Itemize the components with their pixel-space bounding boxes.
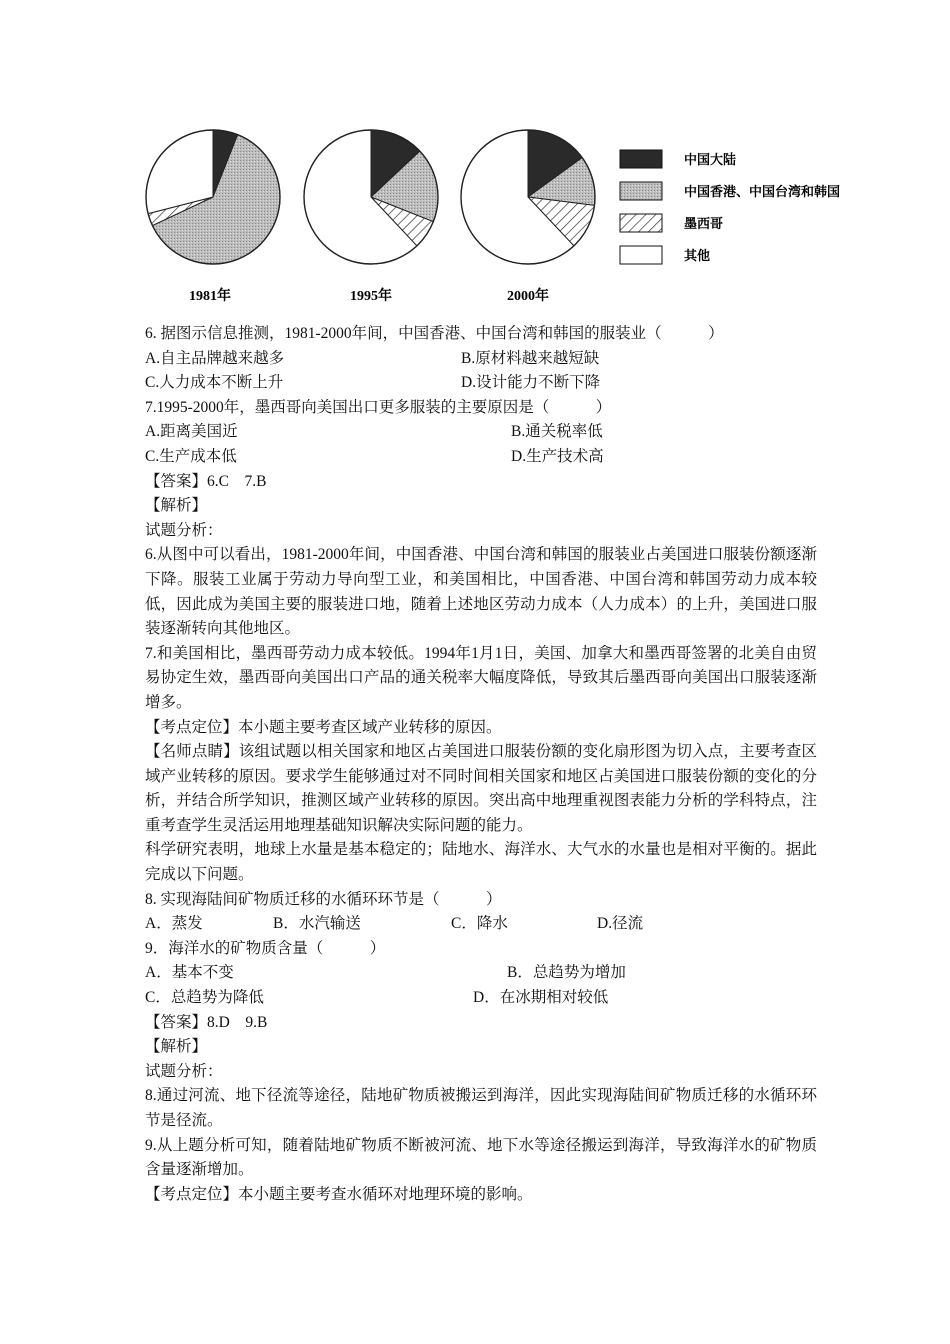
q6-options-row2 — [145, 371, 817, 396]
q9-option-d: D．在冰期相对较低 — [473, 989, 609, 1007]
q6-option-a: A.自主品牌越来越多 — [145, 349, 285, 367]
q6-option-b: B.原材料越来越短缺 — [461, 349, 600, 367]
explanation-8: 8.通过河流、地下径流等途径，陆地矿物质被搬运到海洋，因此实现海陆间矿物质迁移的水循环环节是径流。 — [145, 1087, 817, 1129]
q9-option-a: A．基本不变 — [145, 964, 234, 982]
q8-options-row — [145, 912, 817, 937]
explanation-9: 9.从上题分析可知，随着陆地矿物质不断被河流、地下水等途径搬运到海洋，导致海洋水的矿物质含量逐渐增加。 — [145, 1136, 817, 1179]
q9-options-row1 — [145, 961, 817, 986]
q9-options-row2 — [145, 986, 817, 1011]
q9-option-b: B．总趋势为增加 — [507, 964, 626, 982]
legend-label-hatch: 墨西哥 — [684, 217, 724, 232]
q7-option-a: A.距离美国近 — [145, 423, 238, 441]
q7-options-row2 — [145, 445, 817, 470]
pie-group — [146, 130, 595, 264]
legend-label-white: 其他 — [684, 249, 711, 264]
year-label-1981: 1981年 — [189, 289, 231, 304]
q6-options-row1 — [145, 347, 817, 372]
kaodian-2: 【考点定位】本小题主要考查水循环对地理环境的影响。 — [145, 1185, 533, 1203]
kaodian-1: 【考点定位】本小题主要考查区域产业转移的原因。 — [145, 718, 502, 736]
q8-stem: 8. 实现海陆间矿物质迁移的水循环环节是（ ） — [145, 890, 502, 908]
answer-6-7: 【答案】6.C 7.B — [145, 472, 267, 490]
analysis-label-1: 试题分析： — [145, 521, 223, 539]
explanation-6: 6.从图中可以看出，1981-2000年间，中国香港、中国台湾和韩国的服装业占美国进口服装份额逐渐下降。服装工业属于劳动力导向型工业，和美国相比，中国香港、中国台湾和韩国劳动力成本较低，因此成为美国主要的服装进口地，随着上述地区劳动力成本（人力成本）的上升，美国进口服装逐渐转向其他地区。 — [145, 546, 817, 638]
year-label-1995: 1995年 — [350, 289, 392, 304]
q7-option-c: C.生产成本低 — [145, 447, 237, 465]
q6-stem: 6. 据图示信息推测，1981-2000年间，中国香港、中国台湾和韩国的服装业（ ） — [145, 325, 724, 342]
legend-swatch-gray — [620, 182, 662, 200]
q7-stem: 7.1995-2000年，墨西哥向美国出口更多服装的主要原因是（ ） — [145, 398, 612, 416]
legend-label-dark: 中国大陆 — [684, 153, 737, 168]
mingshi-dianjing: 【名师点睛】该组试题以相关国家和地区占美国进口服装份额的变化扇形图为切入点，主要考查区域产业转移的原因。要求学生能够通过对不同时间相关国家和地区占美国进口服装份额的变化的分析，并结合所学知识，推测区域产业转移的原因。突出高中地理重视图表能力分析的学科特点，注重考查学生灵活运用地理基础知识解决实际问题的能力。 — [145, 743, 817, 834]
q7-options-row1 — [145, 420, 817, 445]
q6-option-c: C.人力成本不断上升 — [145, 374, 284, 392]
legend-swatch-hatch — [620, 214, 662, 232]
pie-chart-figure — [138, 118, 878, 313]
water-intro: 科学研究表明，地球上水量是基本稳定的；陆地水、海洋水、大气水的水量也是相对平衡的。据此完成以下问题。 — [145, 841, 817, 884]
analysis-heading-2: 【解析】 — [145, 1038, 208, 1056]
legend-swatch-dark — [620, 150, 662, 168]
q8-option-d: D.径流 — [597, 915, 644, 933]
q9-stem: 9．海洋水的矿物质含量（ ） — [145, 939, 386, 957]
q8-option-c: C．降水 — [451, 915, 508, 933]
q8-option-a: A．蒸发 — [145, 915, 203, 933]
answer-8-9: 【答案】8.D 9.B — [145, 1013, 268, 1031]
q6-option-d: D.设计能力不断下降 — [461, 374, 601, 392]
analysis-heading-1: 【解析】 — [145, 497, 208, 515]
legend-label-gray: 中国香港、中国台湾和韩国 — [684, 185, 841, 200]
explanation-7: 7.和美国相比，墨西哥劳动力成本较低。1994年1月1日，美国、加拿大和墨西哥签署的北美自由贸易协定生效，墨西哥向美国出口产品的通关税率大幅度降低，导致其后墨西哥向美国出口服装逐渐增多。 — [145, 644, 817, 711]
legend — [620, 150, 840, 264]
legend-swatch-white — [620, 246, 662, 264]
analysis-label-2: 试题分析： — [145, 1062, 223, 1080]
q9-option-c: C．总趋势为降低 — [145, 989, 264, 1007]
q8-option-b: B．水汽输送 — [273, 915, 361, 933]
year-label-2000: 2000年 — [507, 289, 549, 304]
q7-option-b: B.通关税率低 — [511, 423, 603, 441]
q7-option-d: D.生产技术高 — [511, 447, 604, 465]
document-body — [145, 322, 817, 1207]
